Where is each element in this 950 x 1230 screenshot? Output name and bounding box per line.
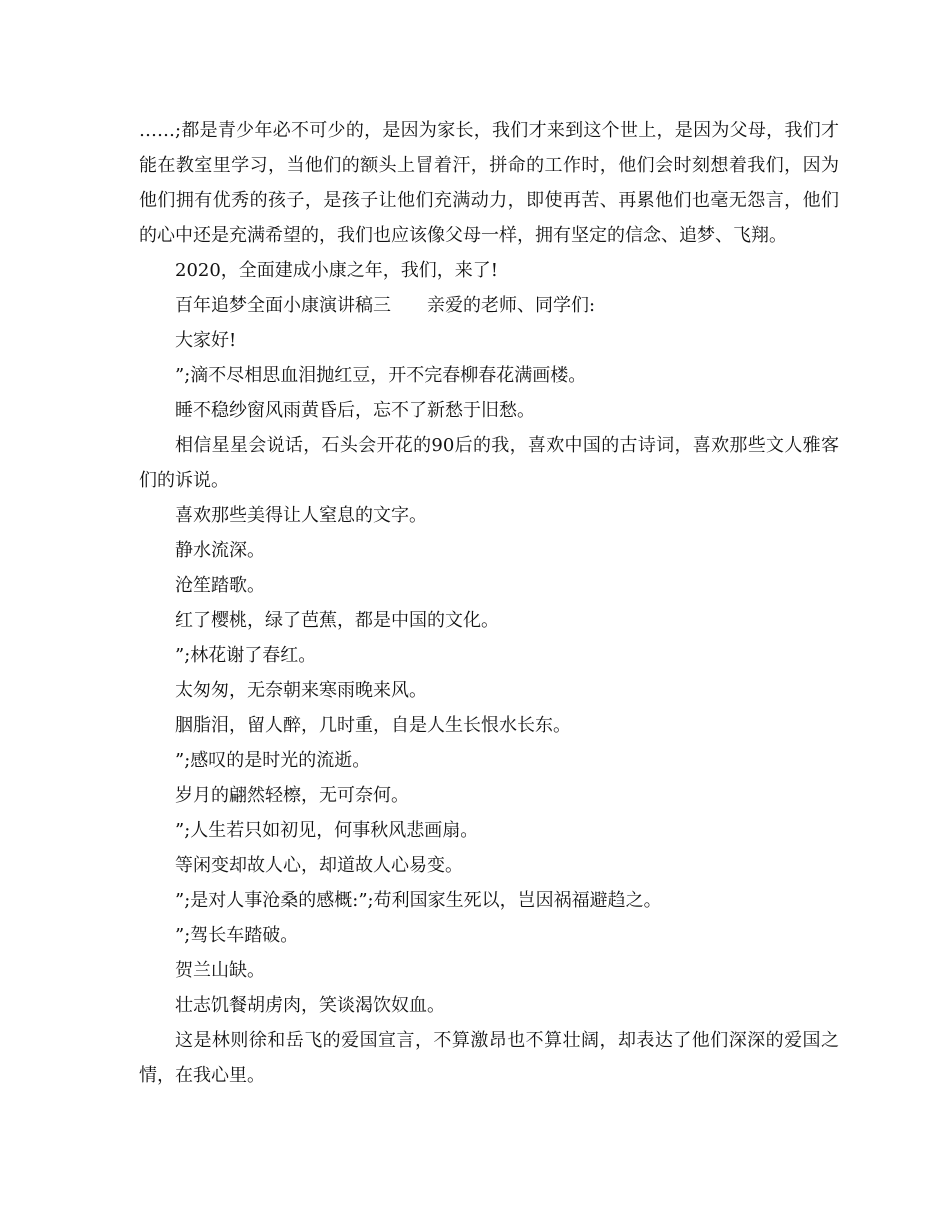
paragraph: ”;驾长车踏破。 bbox=[175, 925, 299, 946]
paragraph: 壮志饥餐胡虏肉，笑谈渴饮奴血。 bbox=[175, 995, 445, 1016]
paragraph: 喜欢那些美得让人窒息的文字。 bbox=[175, 505, 427, 526]
paragraph: 贺兰山缺。 bbox=[175, 960, 265, 981]
paragraph: 相信星星会说话，石头会开花的90后的我，喜欢中国的古诗词，喜欢那些文人雅客们的诉说。 bbox=[139, 435, 839, 491]
paragraph: 沧笙踏歌。 bbox=[175, 575, 265, 596]
paragraph: 2020，全面建成小康之年，我们，来了! bbox=[175, 260, 499, 281]
paragraph: 大家好! bbox=[175, 330, 237, 351]
paragraph: ”;是对人事沧桑的感概:”;苟利国家生死以，岂因祸福避趋之。 bbox=[175, 890, 662, 911]
paragraph: 红了樱桃，绿了芭蕉，都是中国的文化。 bbox=[175, 610, 499, 631]
paragraph: ”;林花谢了春红。 bbox=[175, 645, 317, 666]
paragraph: 百年追梦全面小康演讲稿三 亲爱的老师、同学们: bbox=[175, 295, 596, 316]
paragraph: ”;感叹的是时光的流逝。 bbox=[175, 750, 371, 771]
document-body bbox=[139, 113, 839, 1093]
paragraph: ”;人生若只如初见，何事秋风悲画扇。 bbox=[175, 820, 479, 841]
paragraph: ”;滴不尽相思血泪抛红豆，开不完春柳春花满画楼。 bbox=[175, 365, 587, 386]
paragraph: 睡不稳纱窗风雨黄昏后，忘不了新愁于旧愁。 bbox=[175, 400, 535, 421]
paragraph: 等闲变却故人心，却道故人心易变。 bbox=[175, 855, 463, 876]
paragraph: 静水流深。 bbox=[175, 540, 265, 561]
paragraph: 太匆匆，无奈朝来寒雨晚来风。 bbox=[175, 680, 427, 701]
paragraph: 胭脂泪，留人醉，几时重，自是人生长恨水长东。 bbox=[175, 715, 571, 736]
paragraph: 这是林则徐和岳飞的爱国宣言，不算激昂也不算壮阔，却表达了他们深深的爱国之情，在我心里。 bbox=[139, 1030, 839, 1086]
paragraph: ……;都是青少年必不可少的，是因为家长，我们才来到这个世上，是因为父母，我们才能在教室里学习，当他们的额头上冒着汗，拼命的工作时，他们会时刻想着我们，因为他们拥有优秀的孩子，是孩子让他们充满动力，即使再苦、再累他们也毫无怨言，他们的心中还是充满希望的，我们也应该像父母一样，拥有坚定的信念、追梦、飞翔。 bbox=[139, 120, 839, 246]
paragraph: 岁月的翩然轻檫，无可奈何。 bbox=[175, 785, 409, 806]
